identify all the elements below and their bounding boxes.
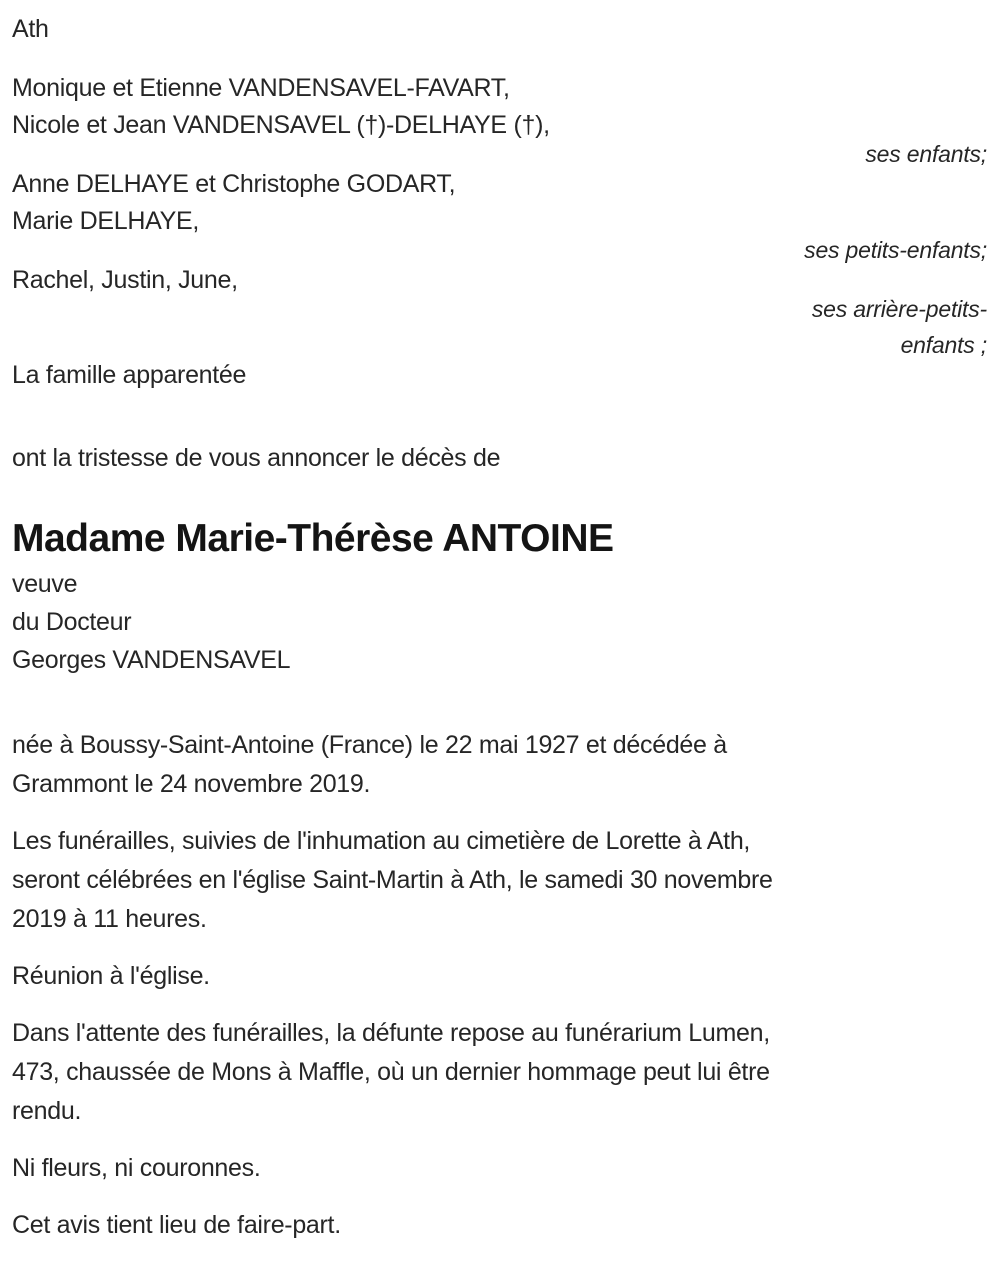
relation-grandchildren-label: ses petits-enfants; <box>804 237 987 263</box>
relation-children-label: ses enfants; <box>865 141 987 167</box>
announcement-intro: ont la tristesse de vous annoncer le décès de <box>12 444 501 472</box>
family-group-children-names: Monique et Etienne VANDENSAVEL-FAVART, Nicole et Jean VANDENSAVEL (†)-DELHAYE (†), <box>12 74 550 139</box>
paragraph-funerarium: Dans l'attente des funérailles, la défunte repose au funérarium Lumen, 473, chaussée de Mons à Maffle, où un dernier hommage peut lui être rendu. <box>12 1019 770 1125</box>
deceased-name-heading: Madame Marie-Thérèse ANTOINE <box>12 517 614 560</box>
announcement-body <box>12 726 987 1245</box>
family-related-line: La famille apparentée <box>12 361 247 389</box>
deceased-status-lines: veuve du Docteur Georges VANDENSAVEL <box>12 570 291 674</box>
city-label: Ath <box>12 15 49 43</box>
paragraph-notice: Cet avis tient lieu de faire-part. <box>12 1211 341 1239</box>
family-group-grandchildren-names: Anne DELHAYE et Christophe GODART, Marie DELHAYE, <box>12 170 456 235</box>
family-list <box>12 70 987 394</box>
paragraph-flowers: Ni fleurs, ni couronnes. <box>12 1154 261 1182</box>
relation-great-grandchildren-label: ses arrière-petits- enfants ; <box>811 296 987 358</box>
paragraph-funeral: Les funérailles, suivies de l'inhumation au cimetière de Lorette à Ath, seront célébrées en l'église Saint-Martin à Ath, le samedi 30 novembre 2019 à 11 heures. <box>12 827 773 933</box>
family-group-great-grandchildren-names: Rachel, Justin, June, <box>12 266 238 294</box>
paragraph-birth-death: née à Boussy-Saint-Antoine (France) le 22 mai 1927 et décédée à Grammont le 24 novembre 2019. <box>12 731 727 798</box>
paragraph-meeting: Réunion à l'église. <box>12 962 210 990</box>
